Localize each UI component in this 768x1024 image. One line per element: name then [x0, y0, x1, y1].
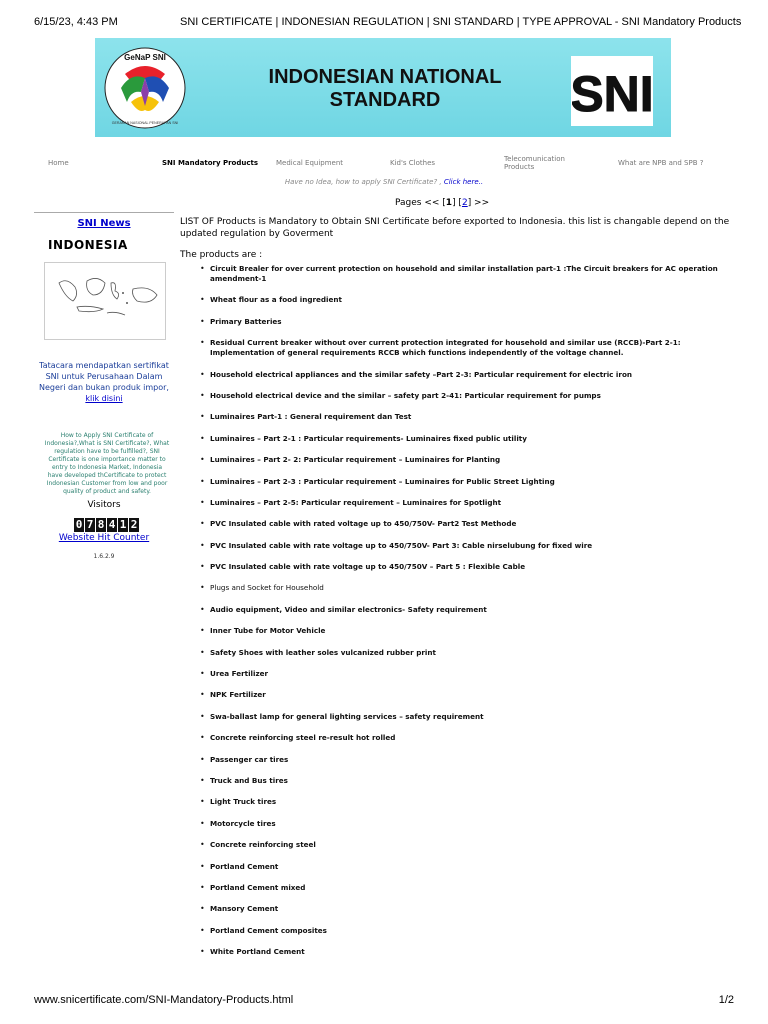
list-item: • Swa-ballast lamp for general lighting services – safety requirement: [180, 712, 732, 722]
print-header: [0, 16, 768, 32]
list-item: • White Portland Cement: [180, 947, 732, 957]
pagination: [395, 198, 489, 208]
list-item: • Wheat flour as a food ingredient: [180, 295, 732, 305]
list-item: • Audio equipment, Video and similar electronics- Safety requirement: [180, 605, 732, 615]
logo-left-subtext: GERAKAN NASIONAL PENERAPAN SNI: [111, 121, 179, 125]
nav-item-kids-clothes[interactable]: Kid's Clothes: [390, 159, 436, 167]
list-item: • Luminaires – Part 2-3 : Particular requirement – Luminaires for Public Street Lighting: [180, 477, 732, 487]
sidebar-cta: [34, 360, 174, 404]
sidebar-cta-text: Tatacara mendapatkan sertifikat SNI untuk Perusahaan Dalam Negeri dan bukan produk impor,: [39, 361, 169, 392]
banner-title-line1: INDONESIAN NATIONAL: [268, 66, 502, 88]
list-item: • Luminaires – Part 2-5: Particular requirement – Luminaires for Spotlight: [180, 498, 732, 508]
country-heading: INDONESIA: [48, 238, 128, 252]
indonesia-map: [44, 262, 166, 340]
pagination-mid: ] [: [452, 198, 462, 208]
pagination-current: 1: [445, 198, 453, 208]
nav-item-home[interactable]: Home: [48, 159, 69, 167]
pagination-page-2[interactable]: 2: [461, 198, 468, 208]
apply-hint: [0, 178, 768, 186]
nav-item-medical-equipment[interactable]: Medical Equipment: [276, 159, 344, 167]
sni-logo: [571, 56, 653, 126]
counter-digit: 4: [108, 518, 116, 531]
banner-title: [245, 66, 525, 112]
list-item: • NPK Fertilizer: [180, 690, 732, 700]
hit-counter: [74, 518, 139, 532]
list-item: • Plugs and Socket for Household: [180, 583, 732, 593]
list-item: • Portland Cement: [180, 862, 732, 872]
list-item: • Urea Fertilizer: [180, 669, 732, 679]
sidebar-cta-link[interactable]: klik disini: [85, 394, 123, 403]
list-item: • Portland Cement composites: [180, 926, 732, 936]
genap-sni-logo: [101, 44, 189, 132]
list-item: • PVC Insulated cable with rate voltage up to 450/750V – Part 5 : Flexible Cable: [180, 562, 732, 572]
list-item: • Concrete reinforcing steel: [180, 840, 732, 850]
pagination-prefix: Pages << [: [395, 198, 446, 208]
sni-news-link[interactable]: SNI News: [77, 218, 131, 229]
list-item: • Passenger car tires: [180, 755, 732, 765]
sidebar: [34, 212, 174, 572]
print-date: 6/15/23, 4:43 PM: [34, 16, 118, 28]
apply-hint-link[interactable]: Click here..: [443, 178, 484, 186]
list-item: • Household electrical appliances and the similar safety –Part 2-3: Particular requirement for electric iron: [180, 370, 732, 380]
intro-paragraph: LIST OF Products is Mandatory to Obtain SNI Certificate before exported to Indonesia. this list is changable depend on the updated regulation by Goverment: [180, 217, 730, 239]
apply-hint-text: Have no Idea, how to apply SNI Certificate? ,: [284, 178, 444, 186]
list-item: • Light Truck tires: [180, 797, 732, 807]
list-item: • Luminaires Part-1 : General requirement dan Test: [180, 412, 732, 422]
list-item: • Inner Tube for Motor Vehicle: [180, 626, 732, 636]
counter-version: 1.6.2.9: [93, 553, 115, 560]
list-item: • Luminaires – Part 2-1 : Particular requirements- Luminaires fixed public utility: [180, 434, 732, 444]
counter-digit: 8: [97, 518, 105, 531]
list-item: • Concrete reinforcing steel re-result hot rolled: [180, 733, 732, 743]
nav-item-sni-mandatory-products[interactable]: SNI Mandatory Products: [162, 159, 259, 167]
list-item: • Truck and Bus tires: [180, 776, 732, 786]
list-item: • PVC Insulated cable with rate voltage up to 450/750V- Part 3: Cable nirselubung for fixed wire: [180, 541, 732, 551]
print-url: www.snicertificate.com/SNI-Mandatory-Products.html: [34, 994, 294, 1006]
nav-item-npb-spb[interactable]: What are NPB and SPB ?: [618, 159, 704, 167]
print-title: SNI CERTIFICATE | INDONESIAN REGULATION | SNI STANDARD | TYPE APPROVAL - SNI Mandatory Products: [180, 16, 742, 28]
products-heading: The products are :: [180, 250, 263, 260]
logo-left-text: GeNaP SNI: [124, 53, 166, 62]
list-item: • Household electrical device and the similar – safety part 2-41: Particular requirement for pumps: [180, 391, 732, 401]
counter-digit: 0: [75, 518, 83, 531]
list-item: • Mansory Cement: [180, 904, 732, 914]
site-banner: [95, 38, 671, 137]
list-item: • Residual Current breaker without over current protection integrated for household and similar use (RCCB)-Part 2-1: Implementation of general requirements RCCB which functions independently of the voltage channel.: [180, 338, 732, 358]
nav-item-telecomunication-products[interactable]: Telecomunication Products: [504, 155, 565, 171]
print-page-number: 1/2: [718, 994, 734, 1006]
list-item: • Circuit Brealer for over current protection on household and similar installation part-1 :The Circuit breakers for AC operation amendment-1: [180, 264, 732, 284]
print-footer: [0, 994, 768, 1010]
counter-digit: 2: [130, 518, 138, 531]
list-item: • Motorcycle tires: [180, 819, 732, 829]
counter-digit: 7: [86, 518, 94, 531]
counter-digit: 1: [119, 518, 127, 531]
hit-counter-link[interactable]: Website Hit Counter: [58, 533, 150, 543]
list-item: • Portland Cement mixed: [180, 883, 732, 893]
product-list: [180, 264, 732, 969]
pagination-suffix: ] >>: [467, 198, 490, 208]
list-item: • Safety Shoes with leather soles vulcanized rubber print: [180, 648, 732, 658]
list-item: • Luminaires – Part 2- 2: Particular requirement – Luminaires for Planting: [180, 455, 732, 465]
list-item: • Primary Batteries: [180, 317, 732, 327]
visitors-label: Visitors: [87, 500, 121, 510]
main-nav: [34, 150, 734, 180]
list-item: • PVC Insulated cable with rated voltage up to 450/750V- Part2 Test Methode: [180, 519, 732, 529]
banner-title-line2: STANDARD: [329, 89, 441, 111]
logo-right-text: SNI: [572, 66, 652, 122]
sidebar-description: How to Apply SNI Certificate of Indonesia?,What is SNI Certificate?, What regulation have to be fulfilled?, SNI Certificate is one importance matter to entry to Indonesia Market, Indonesia have developed thCertificate to protect Indonesian Customer from low and poor quality of product and safety.: [44, 432, 170, 495]
